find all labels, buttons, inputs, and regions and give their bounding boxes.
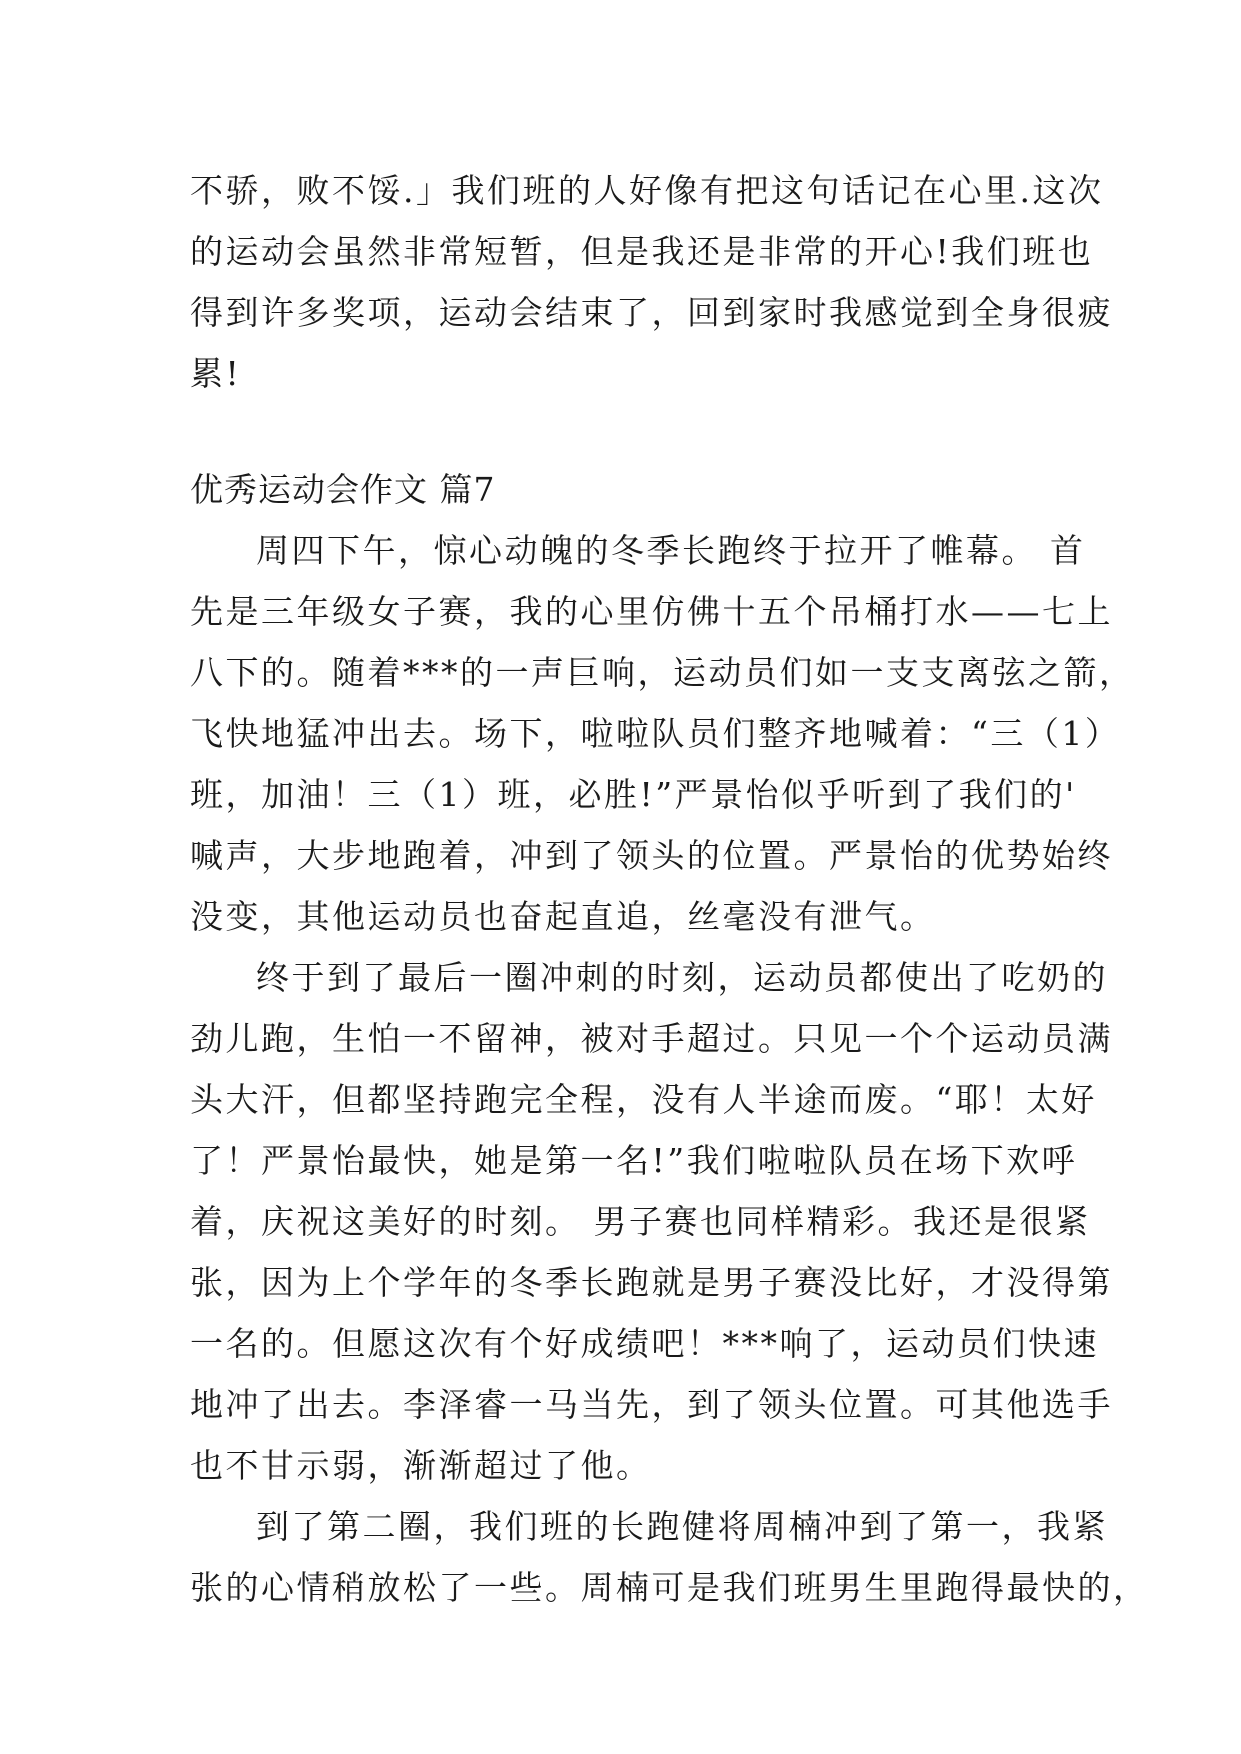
text-line: 张，因为上个学年的冬季长跑就是男子赛没比好，才没得第: [190, 1263, 1113, 1302]
text-line: 先是三年级女子赛，我的心里仿佛十五个吊桶打水——七上: [190, 592, 1113, 631]
text-line: 张的心情稍放松了一些。周楠可是我们班男生里跑得最快的，: [190, 1568, 1149, 1607]
text-line: 喊声，大步地跑着，冲到了领头的位置。严景怡的优势始终: [190, 836, 1113, 875]
text-line: 劲儿跑，生怕一不留神，被对手超过。只见一个个运动员满: [190, 1019, 1113, 1058]
text-line: 一名的。但愿这次有个好成绩吧！***响了，运动员们快速: [190, 1324, 1099, 1363]
section-heading: [190, 459, 1070, 520]
text-line: 到了第二圈，我们班的长跑健将周楠冲到了第一，我紧: [256, 1507, 1108, 1546]
paragraph-3: [190, 1496, 1149, 1618]
text-line: 终于到了最后一圈冲刺的时刻，运动员都使出了吃奶的: [256, 958, 1108, 997]
text-line: 班，加油！三（1）班，必胜!”严景怡似乎听到了我们的': [190, 775, 1077, 814]
document-page: [190, 160, 1149, 1618]
text-line: 飞快地猛冲出去。场下，啦啦队员们整齐地喊着：“三（1）: [190, 714, 1121, 753]
paragraph-2: [190, 947, 1113, 1496]
text-line: 头大汗，但都坚持跑完全程，没有人半途而废。“耶！太好: [190, 1080, 1097, 1119]
text-line: 也不甘示弱，渐渐超过了他。: [190, 1446, 652, 1485]
text-line: 没变，其他运动员也奋起直追，丝毫没有泄气。: [190, 897, 936, 936]
text-line: 着，庆祝这美好的时刻。 男子赛也同样精彩。我还是很紧: [190, 1202, 1091, 1241]
text-line: 的运动会虽然非常短暂，但是我还是非常的开心!我们班也: [190, 232, 1094, 271]
text-line: 周四下午，惊心动魄的冬季长跑终于拉开了帷幕。 首: [256, 531, 1086, 570]
text-line: 不骄，败不馁.」我们班的人好像有把这句话记在心里.这次: [190, 171, 1104, 210]
continuation-paragraph: [190, 160, 1113, 404]
paragraph-1: [190, 520, 1135, 947]
section-gap: [190, 404, 1070, 459]
text-line: 八下的。随着***的一声巨响，运动员们如一支支离弦之箭，: [190, 653, 1135, 692]
section-title: 优秀运动会作文 篇7: [190, 470, 496, 509]
text-line: 累!: [190, 354, 242, 393]
text-line: 地冲了出去。李泽睿一马当先，到了领头位置。可其他选手: [190, 1385, 1113, 1424]
text-line: 得到许多奖项，运动会结束了，回到家时我感觉到全身很疲: [190, 293, 1113, 332]
text-line: 了！严景怡最快，她是第一名!”我们啦啦队员在场下欢呼: [190, 1141, 1078, 1180]
